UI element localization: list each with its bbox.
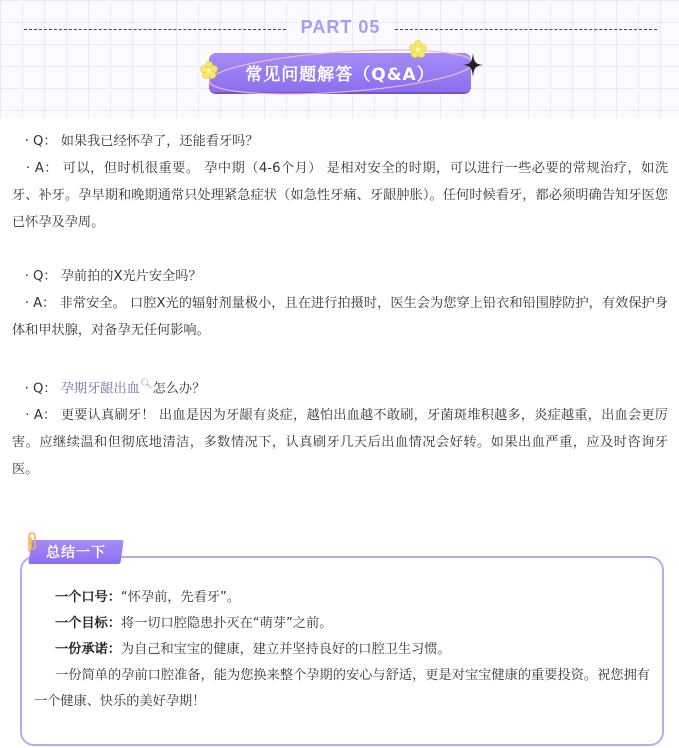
question-text: 如果我已经怀孕了，还能看牙吗？ xyxy=(60,134,259,149)
q-prefix: · Q： xyxy=(24,381,57,397)
a-prefix: · A： xyxy=(26,161,59,176)
summary-item xyxy=(34,637,650,663)
summary-item-text: “怀孕前，先看牙”。 xyxy=(120,590,241,605)
q-prefix: · Q： xyxy=(24,134,57,149)
sparkle-icon xyxy=(462,52,484,78)
summary-item xyxy=(34,611,650,637)
qa-section xyxy=(12,128,668,483)
header-divider-left xyxy=(24,29,286,30)
summary-item-label: 一个目标： xyxy=(54,616,121,631)
summary-content xyxy=(34,585,650,715)
question-text: 怎么办？ xyxy=(152,381,206,397)
a-prefix: · A： xyxy=(25,408,57,424)
paperclip-icon xyxy=(25,531,37,553)
answer-2 xyxy=(12,290,668,344)
q-prefix: · Q： xyxy=(24,269,57,284)
header-divider-right xyxy=(395,29,657,30)
swirl-decoration-icon xyxy=(196,44,486,104)
part-label: PART 05 xyxy=(300,17,381,37)
question-3 xyxy=(12,371,668,402)
summary-tag: 总结一下 xyxy=(46,545,106,561)
a-prefix: · A： xyxy=(24,296,56,311)
answer-text: 可以，但时机很重要。 孕中期（4-6个月） 是相对安全的时期，可以进行一些必要的常规治疗，如洗牙、补牙。孕早期和晚期通常只处理紧急症状（如急性牙痛、牙龈肿胀）。任何时候看牙，都必须明确告知牙医您已怀孕及孕周。 xyxy=(12,161,669,230)
summary-closing xyxy=(34,663,650,715)
answer-text: 非常安全。 口腔X光的辐射剂量极小，且在进行拍摄时，医生会为您穿上铅衣和铅围脖防护，有效保护身体和甲状腺，对备孕无任何影响。 xyxy=(12,296,668,338)
question-1 xyxy=(12,128,668,155)
search-link[interactable]: 孕期牙龈出血 xyxy=(60,381,140,397)
question-2 xyxy=(12,263,668,290)
summary-item-text: 为自己和宝宝的健康，建立并坚持良好的口腔卫生习惯。 xyxy=(120,642,451,657)
search-icon[interactable]: 🔍︎ xyxy=(139,379,153,390)
section-header xyxy=(0,0,679,118)
answer-1 xyxy=(12,155,668,236)
summary-item xyxy=(34,585,650,611)
flower-icon xyxy=(409,40,427,58)
answer-3 xyxy=(12,402,668,483)
flower-icon xyxy=(200,61,218,79)
summary-item-label: 一份承诺： xyxy=(54,642,121,657)
summary-item-label: 一个口号： xyxy=(54,590,121,605)
summary-closing-text: 一份简单的孕前口腔准备，能为您换来整个孕期的安心与舒适，更是对宝宝健康的重要投资。祝您拥有一个健康、快乐的美好孕期！ xyxy=(34,668,650,709)
summary-item-text: 将一切口腔隐患扑灭在“萌芽”之前。 xyxy=(120,616,333,631)
question-text: 孕前拍的X光片安全吗？ xyxy=(60,269,202,284)
answer-text: 更要认真刷牙！ 出血是因为牙龈有炎症，越怕出血越不敢刷，牙菌斑堆积越多，炎症越重，出血会更厉害。应继续温和但彻底地清洁，多数情况下，认真刷牙几天后出血情况会好转。如果出血严重，应及时咨询牙医。 xyxy=(12,408,668,478)
section-title: 常见问题解答（Q&A） xyxy=(245,65,435,85)
